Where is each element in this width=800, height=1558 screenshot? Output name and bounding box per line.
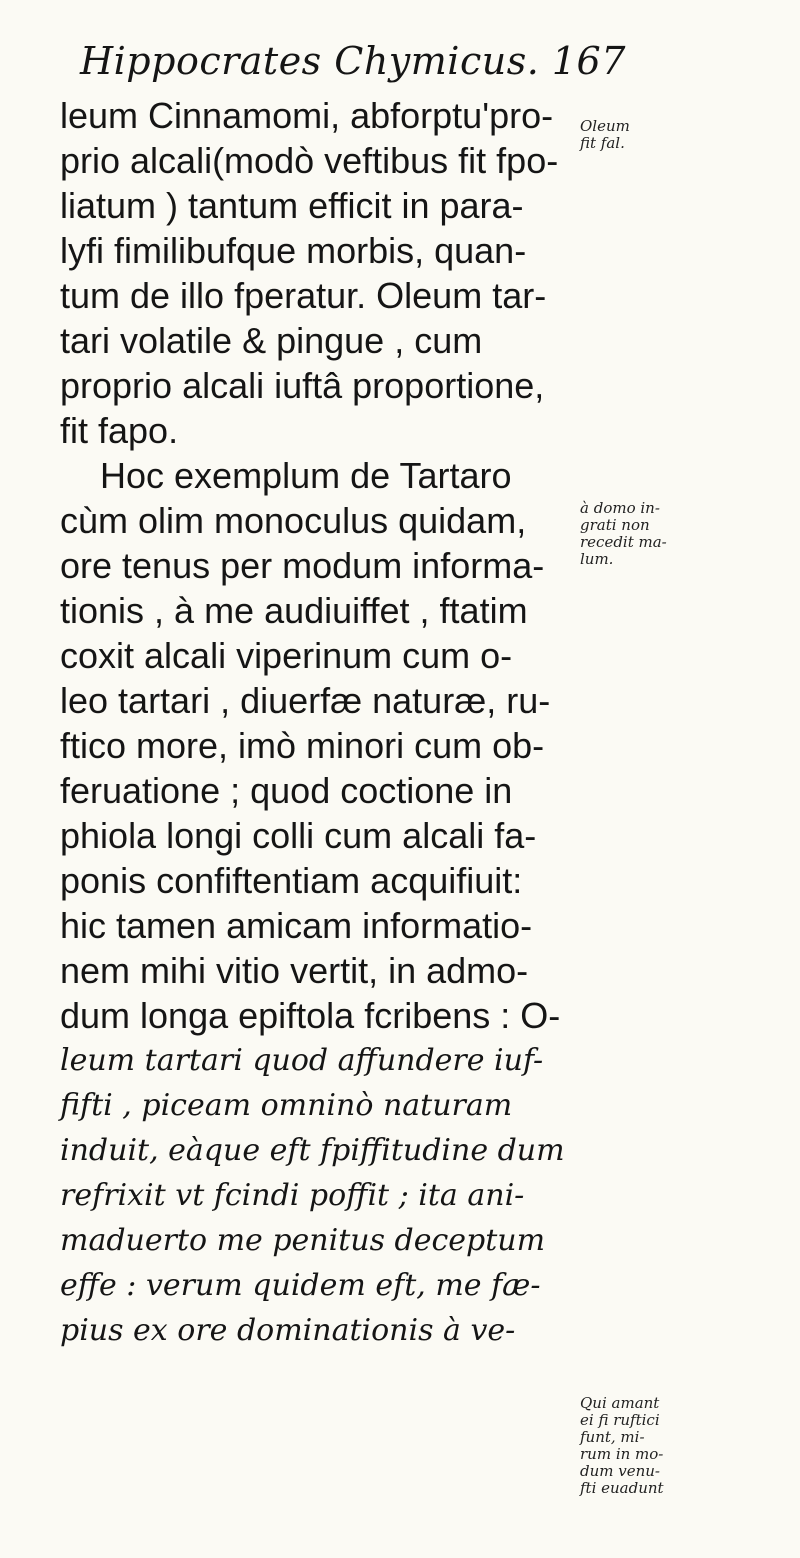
- text-line: ore tenus per modum informa-: [60, 545, 545, 586]
- margin-note-line: grati non: [580, 516, 650, 534]
- text-line-italic: pius ex ore dominationis à ve-: [60, 1313, 516, 1348]
- text-line-italic: refrixit vt fcindi poffit ; ita ani-: [60, 1178, 525, 1213]
- running-header: Hippocrates Chymicus. 167: [80, 39, 626, 83]
- margin-note-line: dum venu-: [580, 1462, 660, 1480]
- margin-note-line: rum in mo-: [580, 1445, 664, 1463]
- text-line: nem mihi vitio vertit, in admo-: [60, 950, 529, 991]
- margin-note-line: fti euadunt: [580, 1479, 664, 1497]
- text-line: fit fapo.: [60, 410, 179, 451]
- text-line: hic tamen amicam informatio-: [60, 905, 533, 946]
- text-line: Hoc exemplum de Tartaro: [60, 455, 512, 496]
- text-line: coxit alcali viperinum cum o-: [60, 635, 513, 676]
- margin-note-line: ei fi ruftici: [580, 1411, 660, 1429]
- margin-note-oleum: [580, 118, 630, 152]
- margin-note-line: lum.: [580, 550, 614, 568]
- text-line: dum longa epiftola fcribens : O-: [60, 995, 561, 1036]
- margin-note-qui-amant: [580, 1395, 664, 1497]
- text-line-italic: effe : verum quidem eft, me fæ-: [60, 1268, 541, 1303]
- text-line: feruatione ; quod coctione in: [60, 770, 513, 811]
- text-line: ftico more, imò minori cum ob-: [60, 725, 545, 766]
- text-line: liatum ) tantum efficit in para-: [60, 185, 524, 226]
- text-line: tari volatile & pingue , cum: [60, 320, 483, 361]
- text-line-italic: fifti , piceam omninò naturam: [60, 1088, 513, 1123]
- margin-note-domo: [580, 500, 667, 568]
- main-text-block: [60, 93, 565, 1353]
- text-line: tionis , à me audiuiffet , ftatim: [60, 590, 528, 631]
- margin-note-line: Oleum: [580, 117, 630, 135]
- margin-note-line: recedit ma-: [580, 533, 667, 551]
- text-line-italic: leum tartari quod affundere iuf-: [60, 1043, 544, 1078]
- text-line: cùm olim monoculus quidam,: [60, 500, 527, 541]
- text-line-italic: induit, eàque eft fpiffitudine dum: [60, 1133, 565, 1168]
- text-line: leo tartari , diuerfæ naturæ, ru-: [60, 680, 551, 721]
- margin-note-line: fit fal.: [580, 134, 625, 152]
- text-line-italic: maduerto me penitus deceptum: [60, 1223, 546, 1258]
- text-line: proprio alcali iuftâ proportione,: [60, 365, 545, 406]
- text-line: prio alcali(modò veftibus fit fpo-: [60, 140, 559, 181]
- text-line: ponis confiftentiam acquifiuit:: [60, 860, 523, 901]
- text-line: tum de illo fperatur. Oleum tar-: [60, 275, 547, 316]
- text-line: phiola longi colli cum alcali fa-: [60, 815, 537, 856]
- margin-note-line: à domo in-: [580, 499, 660, 517]
- margin-note-line: funt, mi-: [580, 1428, 645, 1446]
- text-line: lyfi fimilibufque morbis, quan-: [60, 230, 527, 271]
- margin-note-line: Qui amant: [580, 1394, 660, 1412]
- text-line: leum Cinnamomi, abforptu'pro-: [60, 95, 554, 136]
